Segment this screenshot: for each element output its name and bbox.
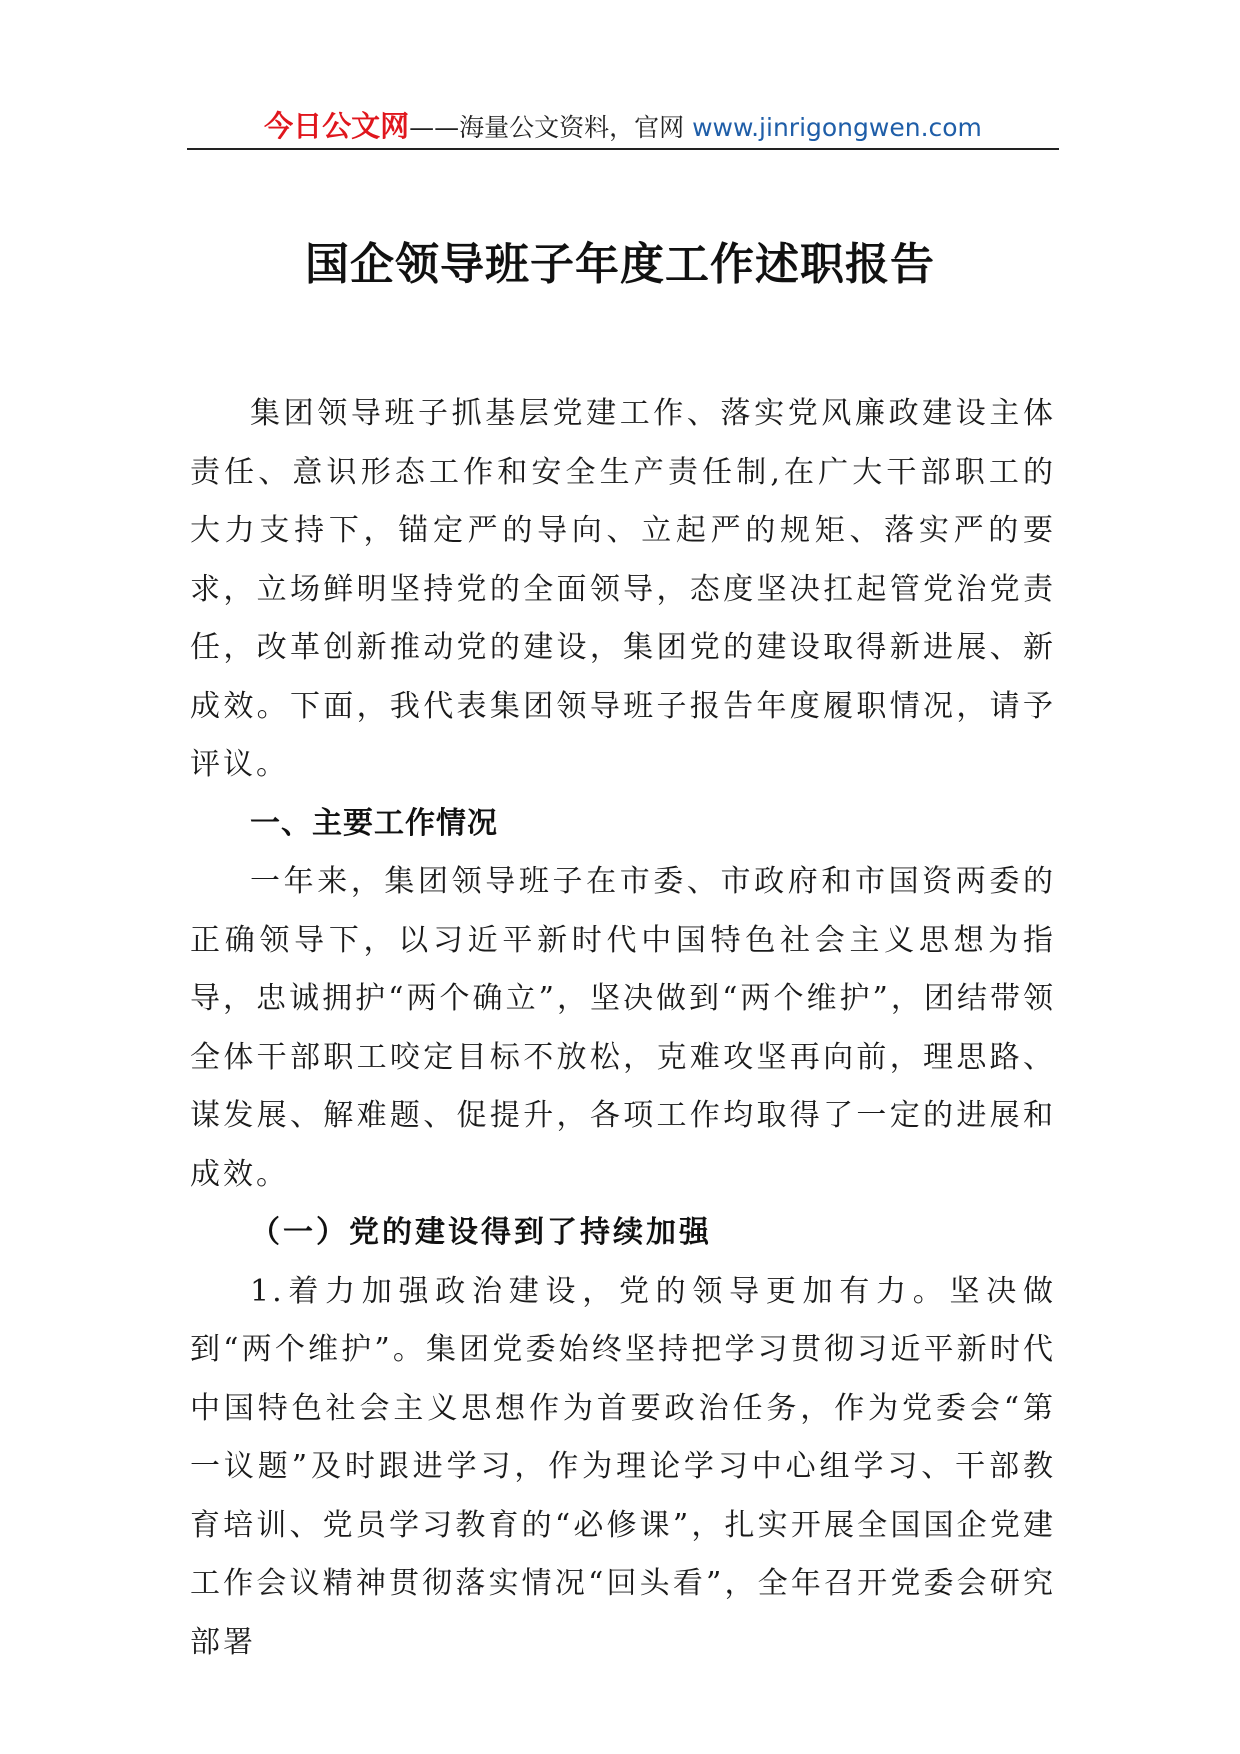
site-url-link[interactable]: www.jinrigongwen.com bbox=[692, 113, 982, 142]
intro-paragraph: 集团领导班子抓基层党建工作、落实党风廉政建设主体责任、意识形态工作和安全生产责任制,在广大干部职工的大力支持下，锚定严的导向、立起严的规矩、落实严的要求，立场鲜明坚持党的全面领导，态度坚决扛起管党治党责任，改革创新推动党的建设，集团党的建设取得新进展、新成效。下面，我代表集团领导班子报告年度履职情况，请予评议。 bbox=[190, 396, 1056, 782]
point-1-paragraph: 1.着力加强政治建设，党的领导更加有力。坚决做到“两个维护”。集团党委始终坚持把学习贯彻习近平新时代中国特色社会主义思想作为首要政治任务，作为党委会“第一议题”及时跟进学习，作为理论学习中心组学习、干部教育培训、党员学习教育的“必修课”，扎实开展全国国企党建工作会议精神贯彻落实情况“回头看”，全年召开党委会研究部署 bbox=[190, 1273, 1056, 1660]
site-slogan: ——海量公文资料，官网 bbox=[409, 113, 693, 142]
document-body bbox=[190, 385, 1056, 1672]
section-heading-1: 一、主要工作情况 bbox=[250, 805, 498, 841]
site-header bbox=[187, 104, 1059, 150]
subsection-heading-1: （一）党的建设得到了持续加强 bbox=[250, 1215, 712, 1250]
document-title: 国企领导班子年度工作述职报告 bbox=[305, 239, 935, 290]
section-1-paragraph: 一年来，集团领导班子在市委、市政府和市国资两委的正确领导下，以习近平新时代中国特色社会主义思想为指导，忠诚拥护“两个确立”，坚决做到“两个维护”，团结带领全体干部职工咬定目标不放松，克难攻坚再向前，理思路、谋发展、解难题、促提升，各项工作均取得了一定的进展和成效。 bbox=[190, 864, 1056, 1192]
site-brand: 今日公文网 bbox=[264, 109, 410, 143]
